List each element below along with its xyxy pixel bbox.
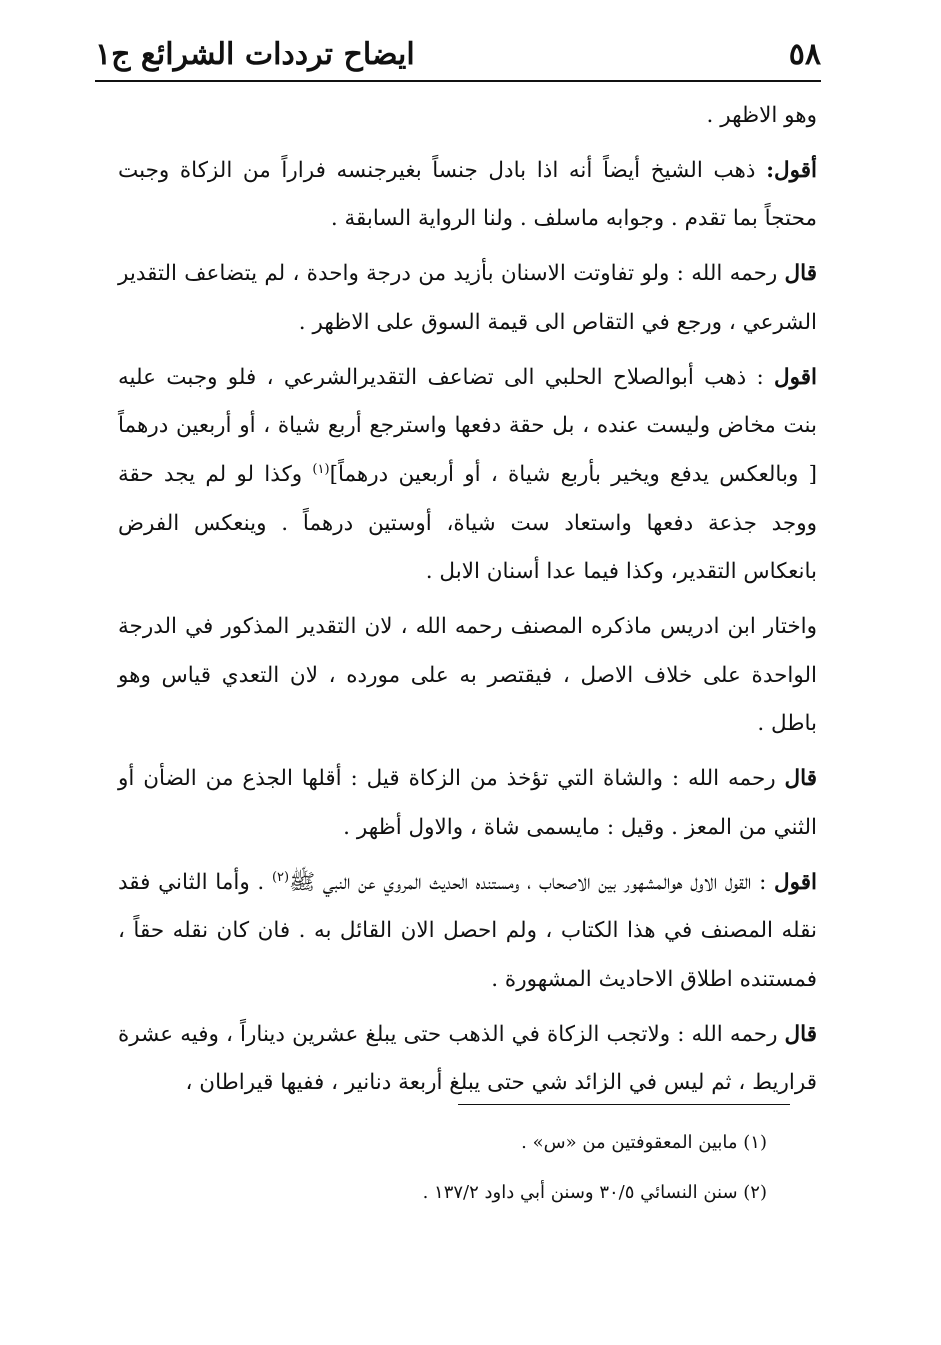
footnote: (١) مابين المعقوفتين من «س» . — [521, 1132, 767, 1153]
paragraph-lead: قال — [784, 261, 817, 287]
paragraph-lead: أقول: — [766, 157, 817, 183]
paragraph-text: رحمه الله : والشاة التي تؤخذ من الزكاة قيل : أقلها الجذع من الضأن أو الثني من المعز . وقيل : مايسمى شاة ، والاول أظهر . — [118, 766, 817, 840]
paragraph-text: : ذهب أبوالصلاح الحلبي الى تضاعف التقديرالشرعي ، فلو وجبت عليه بنت مخاض وليست عنده ، بل حقة دفعها واسترجع أربع شياة ، أو أربعين درهماً [ وبالعكس يدفع ويخير بأربع شياة ، أو أربعين درهماً] — [118, 364, 817, 487]
page-number: ٥٨ — [788, 36, 821, 72]
paragraph-text: . وأما الثاني فقد نقله المصنف في هذا الكتاب ، ولم احصل الان القائل به . فان كان نقله حقاً ، فمستنده اطلاق الاحاديث المشهورة . — [118, 869, 817, 992]
footnote: (٢) سنن النسائي ٣٠/٥ وسنن أبي داود ١٣٧/٢ . — [422, 1182, 767, 1203]
paragraph-lead: قال — [784, 766, 817, 792]
paragraph — [118, 1011, 817, 1108]
paragraph — [118, 354, 817, 598]
paragraph — [118, 147, 817, 244]
paragraph — [118, 603, 817, 749]
paragraph-text: وهو الاظهر . — [706, 103, 817, 128]
footnote-ref: (١) — [312, 461, 330, 477]
header-rule — [95, 80, 821, 82]
footnote-ref: (٢) — [271, 869, 290, 885]
paragraph-text: رحمه الله : ولو تفاوتت الاسنان بأزيد من درجة واحدة ، لم يتضاعف التقدير الشرعي ، ورجع في التقاص الى قيمة السوق على الاظهر . — [118, 261, 817, 335]
paragraph — [118, 250, 817, 347]
paragraph-text: : القول الاول هوالمشهور بين الاصحاب ، ومستنده الحديث المروي عن النبي ﷺ — [289, 869, 775, 895]
running-title: ايضاح ترددات الشرائع ج١ — [95, 36, 415, 72]
paragraph-text: واختار ابن ادريس ماذكره المصنف رحمه الله ، لان التقدير المذكور في الدرجة الواحدة على خلاف الاصل ، فيقتصر به على مورده ، لان التعدي قياس وهو باطل . — [118, 614, 817, 737]
paragraph-lead: اقول — [774, 364, 817, 390]
paragraph-text: رحمه الله : ولاتجب الزكاة في الذهب حتى يبلغ عشرين ديناراً ، وفيه عشرة قراريط ، ثم ليس في الزائد شي حتى يبلغ أربعة دنانير ، ففيها قيراطان ، — [118, 1021, 817, 1096]
paragraph — [118, 92, 817, 141]
paragraph-text: ذهب الشيخ أيضاً أنه اذا بادل جنساً بغيرجنسه فراراً من الزكاة وجبت محتجاً بما تقدم . وجوابه ماسلف . ولنا الرواية السابقة . — [118, 157, 817, 232]
paragraph-text: وكذا لو لم يجد حقة ووجد جذعة دفعها واستعاد ست شياة، أوستين درهماً . وينعكس الفرض بانعكاس التقدير، وكذا فيما عدا أسنان الابل . — [118, 461, 817, 585]
paragraph-lead: قال — [784, 1021, 817, 1047]
paragraph — [118, 859, 817, 1005]
footnotes — [118, 1118, 767, 1218]
body-text — [118, 92, 817, 1114]
paragraph-lead: اقول — [774, 869, 817, 895]
paragraph — [118, 755, 817, 852]
footnote-rule — [458, 1104, 790, 1105]
page-header — [95, 30, 821, 78]
